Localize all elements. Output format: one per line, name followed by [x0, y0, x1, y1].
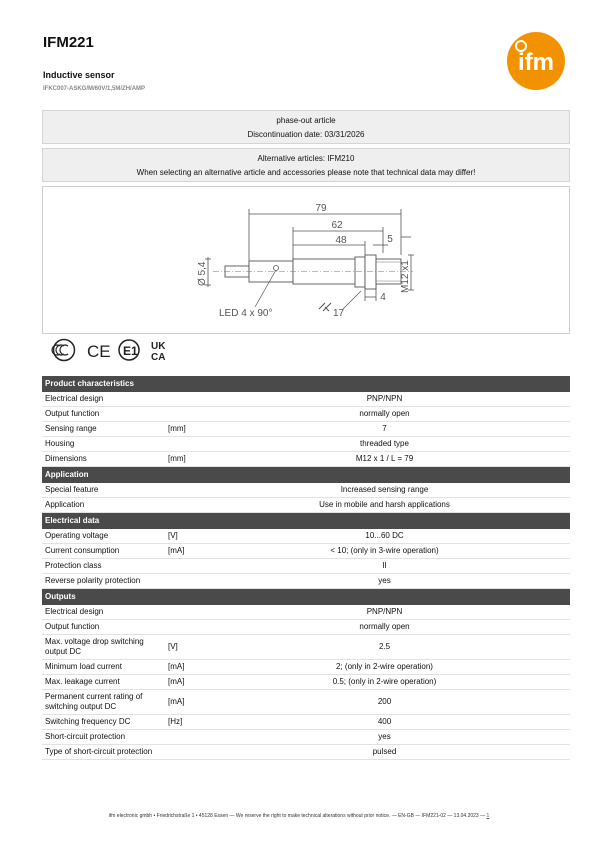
spec-value: 7 — [382, 424, 387, 433]
spec-gap — [189, 574, 199, 588]
spec-unit — [167, 574, 189, 588]
spec-unit: [mm] — [168, 454, 186, 463]
spec-gap — [189, 407, 199, 421]
spec-value: 0.5; (only in 2-wire operation) — [332, 677, 437, 686]
spec-value: 2.5 — [378, 642, 391, 651]
spec-value: M12 x 1 / L = 79 — [355, 454, 414, 463]
spec-label: Switching frequency DC — [45, 717, 131, 726]
product-subtitle: Inductive sensor — [43, 70, 115, 80]
certification-marks — [50, 338, 180, 362]
spec-value: 2; (only in 2-wire operation) — [336, 662, 433, 671]
led-label: LED 4 x 90° — [219, 308, 273, 319]
section-header: Application — [42, 467, 570, 483]
spec-value: threaded type — [360, 439, 409, 448]
spec-gap — [189, 635, 199, 659]
phase-out-notice — [42, 110, 570, 144]
spec-label: Protection class — [45, 561, 102, 570]
section-header: Product characteristics — [42, 376, 570, 392]
spec-label: Electrical design — [45, 394, 104, 403]
spec-gap — [189, 498, 199, 512]
spec-label: Output function — [45, 409, 100, 418]
spec-unit: [V] — [168, 642, 178, 651]
page-title: IFM221 — [43, 34, 94, 51]
spec-label: Reverse polarity protection — [45, 576, 141, 585]
spec-gap — [189, 660, 199, 674]
spec-value: pulsed — [372, 747, 397, 756]
spec-row — [42, 529, 570, 544]
phase-out-text: phase-out article — [276, 116, 336, 125]
spec-row — [42, 483, 570, 498]
spec-value: PNP/NPN — [366, 394, 403, 403]
spec-row — [42, 730, 570, 745]
dim-4-label: 4 — [380, 292, 386, 303]
spec-gap — [189, 437, 199, 451]
ifm-logo — [507, 32, 565, 90]
spec-label: Housing — [45, 439, 75, 448]
section-header: Electrical data — [42, 513, 570, 529]
spec-gap — [189, 620, 199, 634]
spec-gap — [189, 675, 199, 689]
spec-value: normally open — [359, 409, 410, 418]
page-number: 1 — [486, 813, 490, 819]
spec-label: Special feature — [45, 485, 99, 494]
spec-row — [42, 498, 570, 513]
dim-5-label: 5 — [387, 234, 393, 245]
spec-value: yes — [378, 576, 391, 585]
svg-text:ifm: ifm — [518, 49, 554, 76]
spec-unit — [167, 437, 189, 451]
spec-row — [42, 422, 570, 437]
spec-unit: [V] — [168, 531, 178, 540]
spec-gap — [189, 690, 199, 714]
spec-label: Max. leakage current — [45, 677, 120, 686]
product-code: IFKC007-ASKG/M/60V/1,5M/ZH/AMP — [43, 86, 146, 92]
dim-62-label: 62 — [331, 220, 343, 231]
spec-label: Current consumption — [45, 546, 120, 555]
thread-label: M12 x1 — [400, 260, 411, 293]
wrench-size-label: 17 — [333, 308, 345, 319]
spec-label: Minimum load current — [45, 662, 122, 671]
spec-label: Max. voltage drop switching output DC — [45, 637, 144, 656]
spec-unit: [Hz] — [168, 717, 183, 726]
spec-gap — [189, 745, 199, 759]
spec-value: Increased sensing range — [340, 485, 429, 494]
spec-value: < 10; (only in 3-wire operation) — [330, 546, 439, 555]
spec-row — [42, 452, 570, 467]
spec-unit — [167, 483, 189, 497]
footer-text: ifm electronic gmbh • Friedrichstraße 1 • 45128 Essen — We reserve the right to make technical alterations without prior notice. — EN-GB — IFM221-02 — 13.04.2023 — — [108, 813, 486, 819]
spec-gap — [189, 544, 199, 558]
spec-label: Electrical design — [45, 607, 104, 616]
spec-label: Type of short-circuit protection — [45, 747, 153, 756]
spec-row — [42, 715, 570, 730]
spec-row — [42, 544, 570, 559]
spec-gap — [189, 452, 199, 466]
cul-us-icon — [52, 340, 75, 361]
spec-label: Permanent current rating of switching output DC — [45, 692, 143, 711]
dimension-drawing — [42, 186, 570, 334]
spec-gap — [189, 483, 199, 497]
spec-value: II — [382, 561, 387, 570]
ukca-mark-bottom: CA — [151, 352, 166, 362]
spec-row — [42, 437, 570, 452]
spec-label: Output function — [45, 622, 100, 631]
wrench-icon — [319, 303, 331, 311]
spec-row — [42, 675, 570, 690]
spec-unit — [167, 498, 189, 512]
spec-value: normally open — [359, 622, 410, 631]
alternative-notice — [42, 148, 570, 182]
spec-label: Application — [45, 500, 85, 509]
spec-value: Use in mobile and harsh applications — [319, 500, 450, 509]
discontinuation-text: Discontinuation date: 03/31/2026 — [247, 130, 365, 139]
spec-unit — [167, 730, 189, 744]
spec-unit: [mA] — [168, 677, 185, 686]
spec-gap — [189, 605, 199, 619]
spec-unit: [mA] — [168, 662, 185, 671]
diameter-label: Ø 5,4 — [197, 261, 208, 286]
dim-79-label: 79 — [315, 203, 327, 214]
spec-row — [42, 745, 570, 760]
dim-48-label: 48 — [335, 235, 347, 246]
ukca-mark-top: UK — [151, 341, 166, 352]
e1-mark-text: E1 — [123, 344, 138, 358]
spec-value: 200 — [377, 697, 392, 706]
spec-unit: [mA] — [168, 546, 185, 555]
footer — [0, 813, 598, 819]
alternative-note: When selecting an alternative article and accessories please note that technical data may differ! — [136, 168, 476, 177]
spec-label: Short-circuit protection — [45, 732, 126, 741]
spec-gap — [189, 730, 199, 744]
spec-gap — [189, 715, 199, 729]
specification-table — [42, 376, 570, 760]
spec-unit — [167, 559, 189, 573]
spec-row — [42, 392, 570, 407]
section-header: Outputs — [42, 589, 570, 605]
spec-unit: [mm] — [168, 424, 186, 433]
alternative-text: Alternative articles: IFM210 — [257, 154, 355, 163]
spec-unit — [167, 605, 189, 619]
spec-unit — [167, 745, 189, 759]
spec-row — [42, 605, 570, 620]
spec-value: yes — [378, 732, 391, 741]
spec-row — [42, 690, 570, 715]
spec-unit — [167, 620, 189, 634]
spec-row — [42, 407, 570, 422]
spec-row — [42, 620, 570, 635]
spec-row — [42, 660, 570, 675]
spec-value: 10...60 DC — [365, 531, 404, 540]
spec-label: Operating voltage — [45, 531, 109, 540]
spec-gap — [189, 422, 199, 436]
spec-gap — [189, 559, 199, 573]
spec-unit: [mA] — [168, 697, 185, 706]
spec-value: 400 — [377, 717, 392, 726]
spec-row — [42, 574, 570, 589]
spec-unit — [167, 407, 189, 421]
spec-gap — [189, 392, 199, 406]
spec-label: Sensing range — [45, 424, 97, 433]
spec-row — [42, 559, 570, 574]
spec-value: PNP/NPN — [366, 607, 403, 616]
spec-row — [42, 635, 570, 660]
spec-label: Dimensions — [45, 454, 87, 463]
spec-unit — [167, 392, 189, 406]
ce-mark: CE — [87, 342, 111, 361]
spec-gap — [189, 529, 199, 543]
